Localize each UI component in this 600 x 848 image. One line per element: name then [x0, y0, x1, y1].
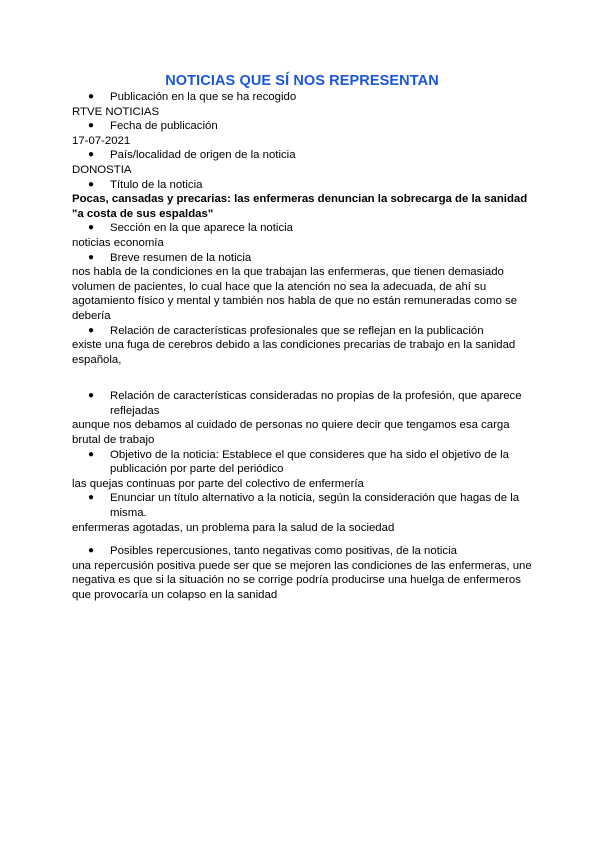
bullet-icon: ●	[88, 251, 95, 263]
bullet-icon: ●	[88, 390, 95, 402]
question-text: Enunciar un título alternativo a la noticia, según la consideración que hagas de la misma.	[110, 492, 520, 520]
answer-news-title: Pocas, cansadas y precarias: las enfermeras denuncian la sobrecarga de la sanidad "a costa de sus espaldas"	[72, 193, 528, 220]
answer-repercussions: una repercusión positiva puede ser que se mejoren las condiciones de las enfermeras, une negativa es que si la situación no se corrige podría producirse una huelga de enfermeros que provocaría un colapso en la sanidad	[72, 559, 532, 601]
question-location	[72, 148, 532, 163]
document-page	[72, 72, 532, 603]
answer-section: noticias economía	[72, 236, 164, 249]
question-alternative-title	[72, 491, 532, 520]
question-non-professional-traits	[72, 389, 532, 418]
bullet-icon: ●	[88, 120, 95, 132]
question-summary	[72, 251, 532, 266]
question-text: Relación de características profesionales que se reflejan en la publicación	[110, 324, 484, 337]
question-objective	[72, 448, 532, 477]
bullet-icon: ●	[88, 178, 95, 190]
bullet-icon: ●	[88, 448, 95, 460]
question-publication	[72, 90, 532, 105]
bullet-icon: ●	[88, 91, 95, 102]
bullet-icon: ●	[88, 149, 95, 161]
question-text: Breve resumen de la noticia	[110, 251, 252, 264]
answer-objective: las quejas continuas por parte del colectivo de enfermería	[72, 477, 364, 490]
question-section	[72, 221, 532, 236]
answer-date: 17-07-2021	[72, 134, 131, 147]
document-title: NOTICIAS QUE SÍ NOS REPRESENTAN	[165, 73, 439, 89]
question-news-title	[72, 178, 532, 193]
answer-professional-traits: existe una fuga de cerebros debido a las condiciones precarias de trabajo en la sanidad española,	[72, 339, 516, 366]
question-text: Publicación en la que se ha recogido	[110, 91, 297, 103]
blank-space	[72, 535, 532, 544]
question-text: Título de la noticia	[110, 178, 203, 191]
question-repercussions	[72, 544, 532, 559]
bullet-icon: ●	[88, 545, 95, 557]
question-professional-traits	[72, 324, 532, 339]
bullet-icon: ●	[88, 492, 95, 504]
question-text: País/localidad de origen de la noticia	[110, 149, 296, 162]
answer-location: DONOSTIA	[72, 163, 132, 176]
answer-publication: RTVE NOTICIAS	[72, 105, 160, 118]
question-date	[72, 119, 532, 134]
question-text: Sección en la que aparece la noticia	[110, 222, 294, 235]
question-text: Posibles repercusiones, tanto negativas como positivas, de la noticia	[110, 545, 457, 558]
question-text: Objetivo de la noticia: Establece el que consideres que ha sido el objetivo de la publicación por parte del periódico	[110, 448, 509, 476]
question-text: Relación de características consideradas no propias de la profesión, que aparece reflejadas	[110, 390, 522, 417]
blank-space	[72, 367, 532, 389]
answer-alternative-title: enfermeras agotadas, un problema para la salud de la sociedad	[72, 521, 395, 534]
question-text: Fecha de publicación	[110, 120, 218, 133]
bullet-icon: ●	[88, 324, 95, 336]
answer-non-professional-traits: aunque nos debamos al cuidado de personas no quiere decir que tengamos esa carga brutal de trabajo	[72, 419, 510, 447]
answer-summary: nos habla de la condiciones en la que trabajan las enfermeras, que tienen demasiado volumen de pacientes, lo cual hace que la atención no sea la adecuada, de ahí su agotamiento físico y mental y también nos habla de que no están remuneradas como se debería	[72, 266, 518, 322]
bullet-icon: ●	[88, 222, 95, 234]
